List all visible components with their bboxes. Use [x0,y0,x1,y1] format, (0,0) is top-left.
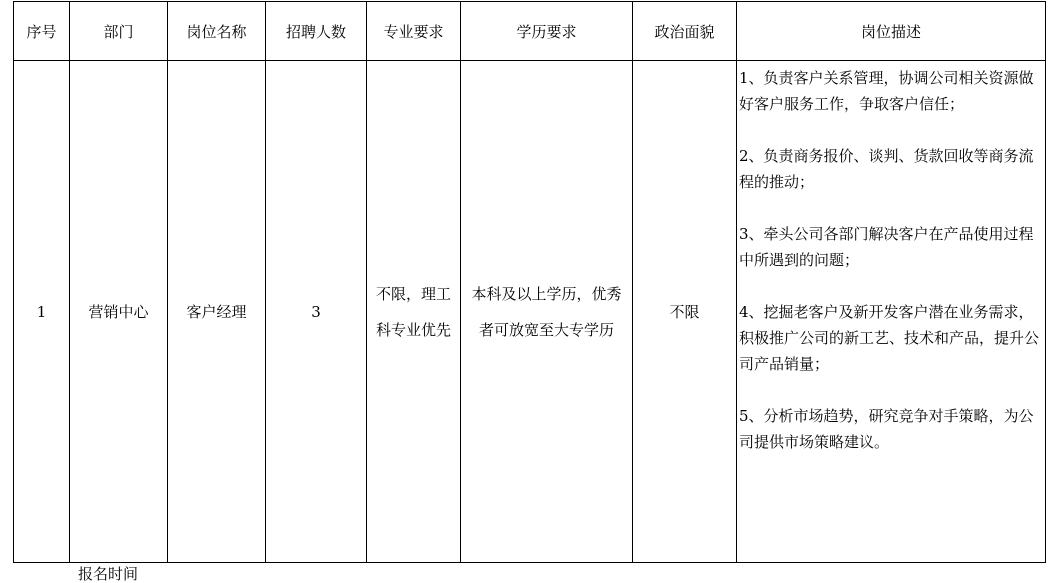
description-item-4: 4、挖掘老客户及新开发客户潜在业务需求，积极推广公司的新工艺、技术和产品，提升公司产品销量； [739,303,1040,373]
header-count: 招聘人数 [266,2,367,61]
education-line-1: 本科及以上学历，优秀 [471,284,622,303]
cell-political: 不限 [633,61,737,563]
description-item-1: 1、负责客户关系管理，协调公司相关资源做好客户服务工作，争取客户信任； [739,69,1034,113]
cell-major [367,61,461,563]
recruitment-table [13,1,1046,563]
header-department: 部门 [70,2,168,61]
major-line-2: 科专业优先 [375,320,451,339]
cell-position: 客户经理 [168,61,266,563]
footnote-text: 报名时间 [78,565,139,583]
cell-department: 营销中心 [70,61,168,563]
header-political: 政治面貌 [633,2,737,61]
cell-description [737,61,1046,563]
header-position: 岗位名称 [168,2,266,61]
cell-no: 1 [14,61,70,563]
description-item-2: 2、负责商务报价、谈判、货款回收等商务流程的推动； [739,147,1034,191]
header-description: 岗位描述 [737,2,1046,61]
header-no: 序号 [14,2,70,61]
header-education: 学历要求 [461,2,633,61]
header-major: 专业要求 [367,2,461,61]
major-line-1: 不限，理工 [375,284,451,303]
table-row [14,61,1046,563]
table-header-row [14,2,1046,61]
cell-count: 3 [266,61,367,563]
cell-education [461,61,633,563]
education-line-2: 者可放宽至大专学历 [478,320,614,339]
description-item-5: 5、分析市场趋势，研究竞争对手策略，为公司提供市场策略建议。 [739,407,1034,451]
description-item-3: 3、牵头公司各部门解决客户在产品使用过程中所遇到的问题； [739,225,1034,269]
